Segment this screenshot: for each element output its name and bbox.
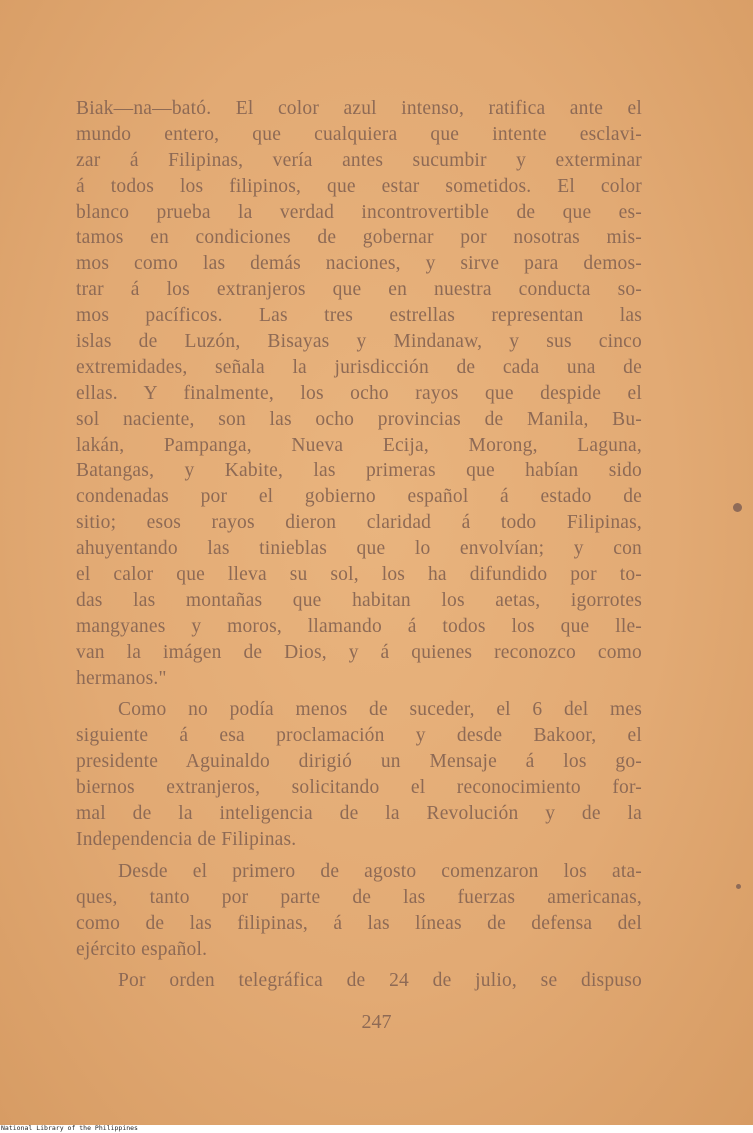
text-line: lakán, Pampanga, Nueva Ecija, Morong, Laguna,: [76, 434, 642, 456]
text-line: biernos extranjeros, solicitando el reconocimiento for-: [76, 777, 642, 799]
text-line: presidente Aguinaldo dirigió un Mensaje á los go-: [76, 751, 642, 773]
text-line: Batangas, y Kabite, las primeras que habían sido: [76, 460, 642, 482]
text-line: mal de la inteligencia de la Revolución y de la: [76, 803, 642, 825]
page-body-text: [76, 96, 642, 994]
text-line: condenadas por el gobierno español á estado de: [76, 486, 642, 508]
text-line: islas de Luzón, Bisayas y Mindanaw, y sus cinco: [76, 331, 642, 353]
text-line: ellas. Y finalmente, los ocho rayos que despide el: [76, 382, 642, 404]
text-line: mangyanes y moros, llamando á todos los que lle-: [76, 615, 642, 637]
text-line: zar á Filipinas, vería antes sucumbir y exterminar: [76, 149, 642, 171]
text-line: hermanos.": [76, 667, 167, 689]
text-line: extremidades, señala la jurisdicción de cada una de: [76, 356, 642, 378]
text-line: trar á los extranjeros que en nuestra conducta so-: [76, 279, 642, 301]
text-line: das las montañas que habitan los aetas, igorrotes: [76, 589, 642, 611]
text-line: ahuyentando las tinieblas que lo envolvían; y con: [76, 538, 642, 560]
text-line: mundo entero, que cualquiera que intente esclavi-: [76, 123, 642, 145]
ink-spot: [736, 884, 741, 889]
text-line: sitio; esos rayos dieron claridad á todo Filipinas,: [76, 512, 642, 534]
text-line: ques, tanto por parte de las fuerzas americanas,: [76, 886, 642, 908]
page-number: 247: [361, 1011, 392, 1033]
text-line: á todos los filipinos, que estar sometidos. El color: [76, 175, 642, 197]
footer-credit: National Library of the Philippines: [1, 1124, 138, 1132]
text-line: como de las filipinas, á las líneas de defensa del: [76, 912, 642, 934]
text-line: Independencia de Filipinas.: [76, 828, 297, 850]
text-line: Por orden telegráfica de 24 de julio, se dispuso: [118, 970, 642, 992]
text-line: Como no podía menos de suceder, el 6 del mes: [118, 699, 642, 721]
ink-spot: [733, 503, 742, 512]
text-line: blanco prueba la verdad incontrovertible de que es-: [76, 201, 642, 223]
text-line: sol naciente, son las ocho provincias de Manila, Bu-: [76, 408, 642, 430]
text-line: ejército español.: [76, 938, 208, 960]
text-line: siguiente á esa proclamación y desde Bakoor, el: [76, 725, 642, 747]
text-line: mos como las demás naciones, y sirve para demos-: [76, 253, 642, 275]
text-line: mos pacíficos. Las tres estrellas representan las: [76, 305, 642, 327]
text-line: el calor que lleva su sol, los ha difundido por to-: [76, 564, 642, 586]
footer-bar: [0, 1125, 753, 1133]
text-line: van la imágen de Dios, y á quienes reconozco como: [76, 641, 642, 663]
text-line: Biak—na—bató. El color azul intenso, ratifica ante el: [76, 98, 642, 119]
text-line: tamos en condiciones de gobernar por nosotras mis-: [76, 227, 642, 249]
text-line: Desde el primero de agosto comenzaron los ata-: [118, 860, 642, 882]
